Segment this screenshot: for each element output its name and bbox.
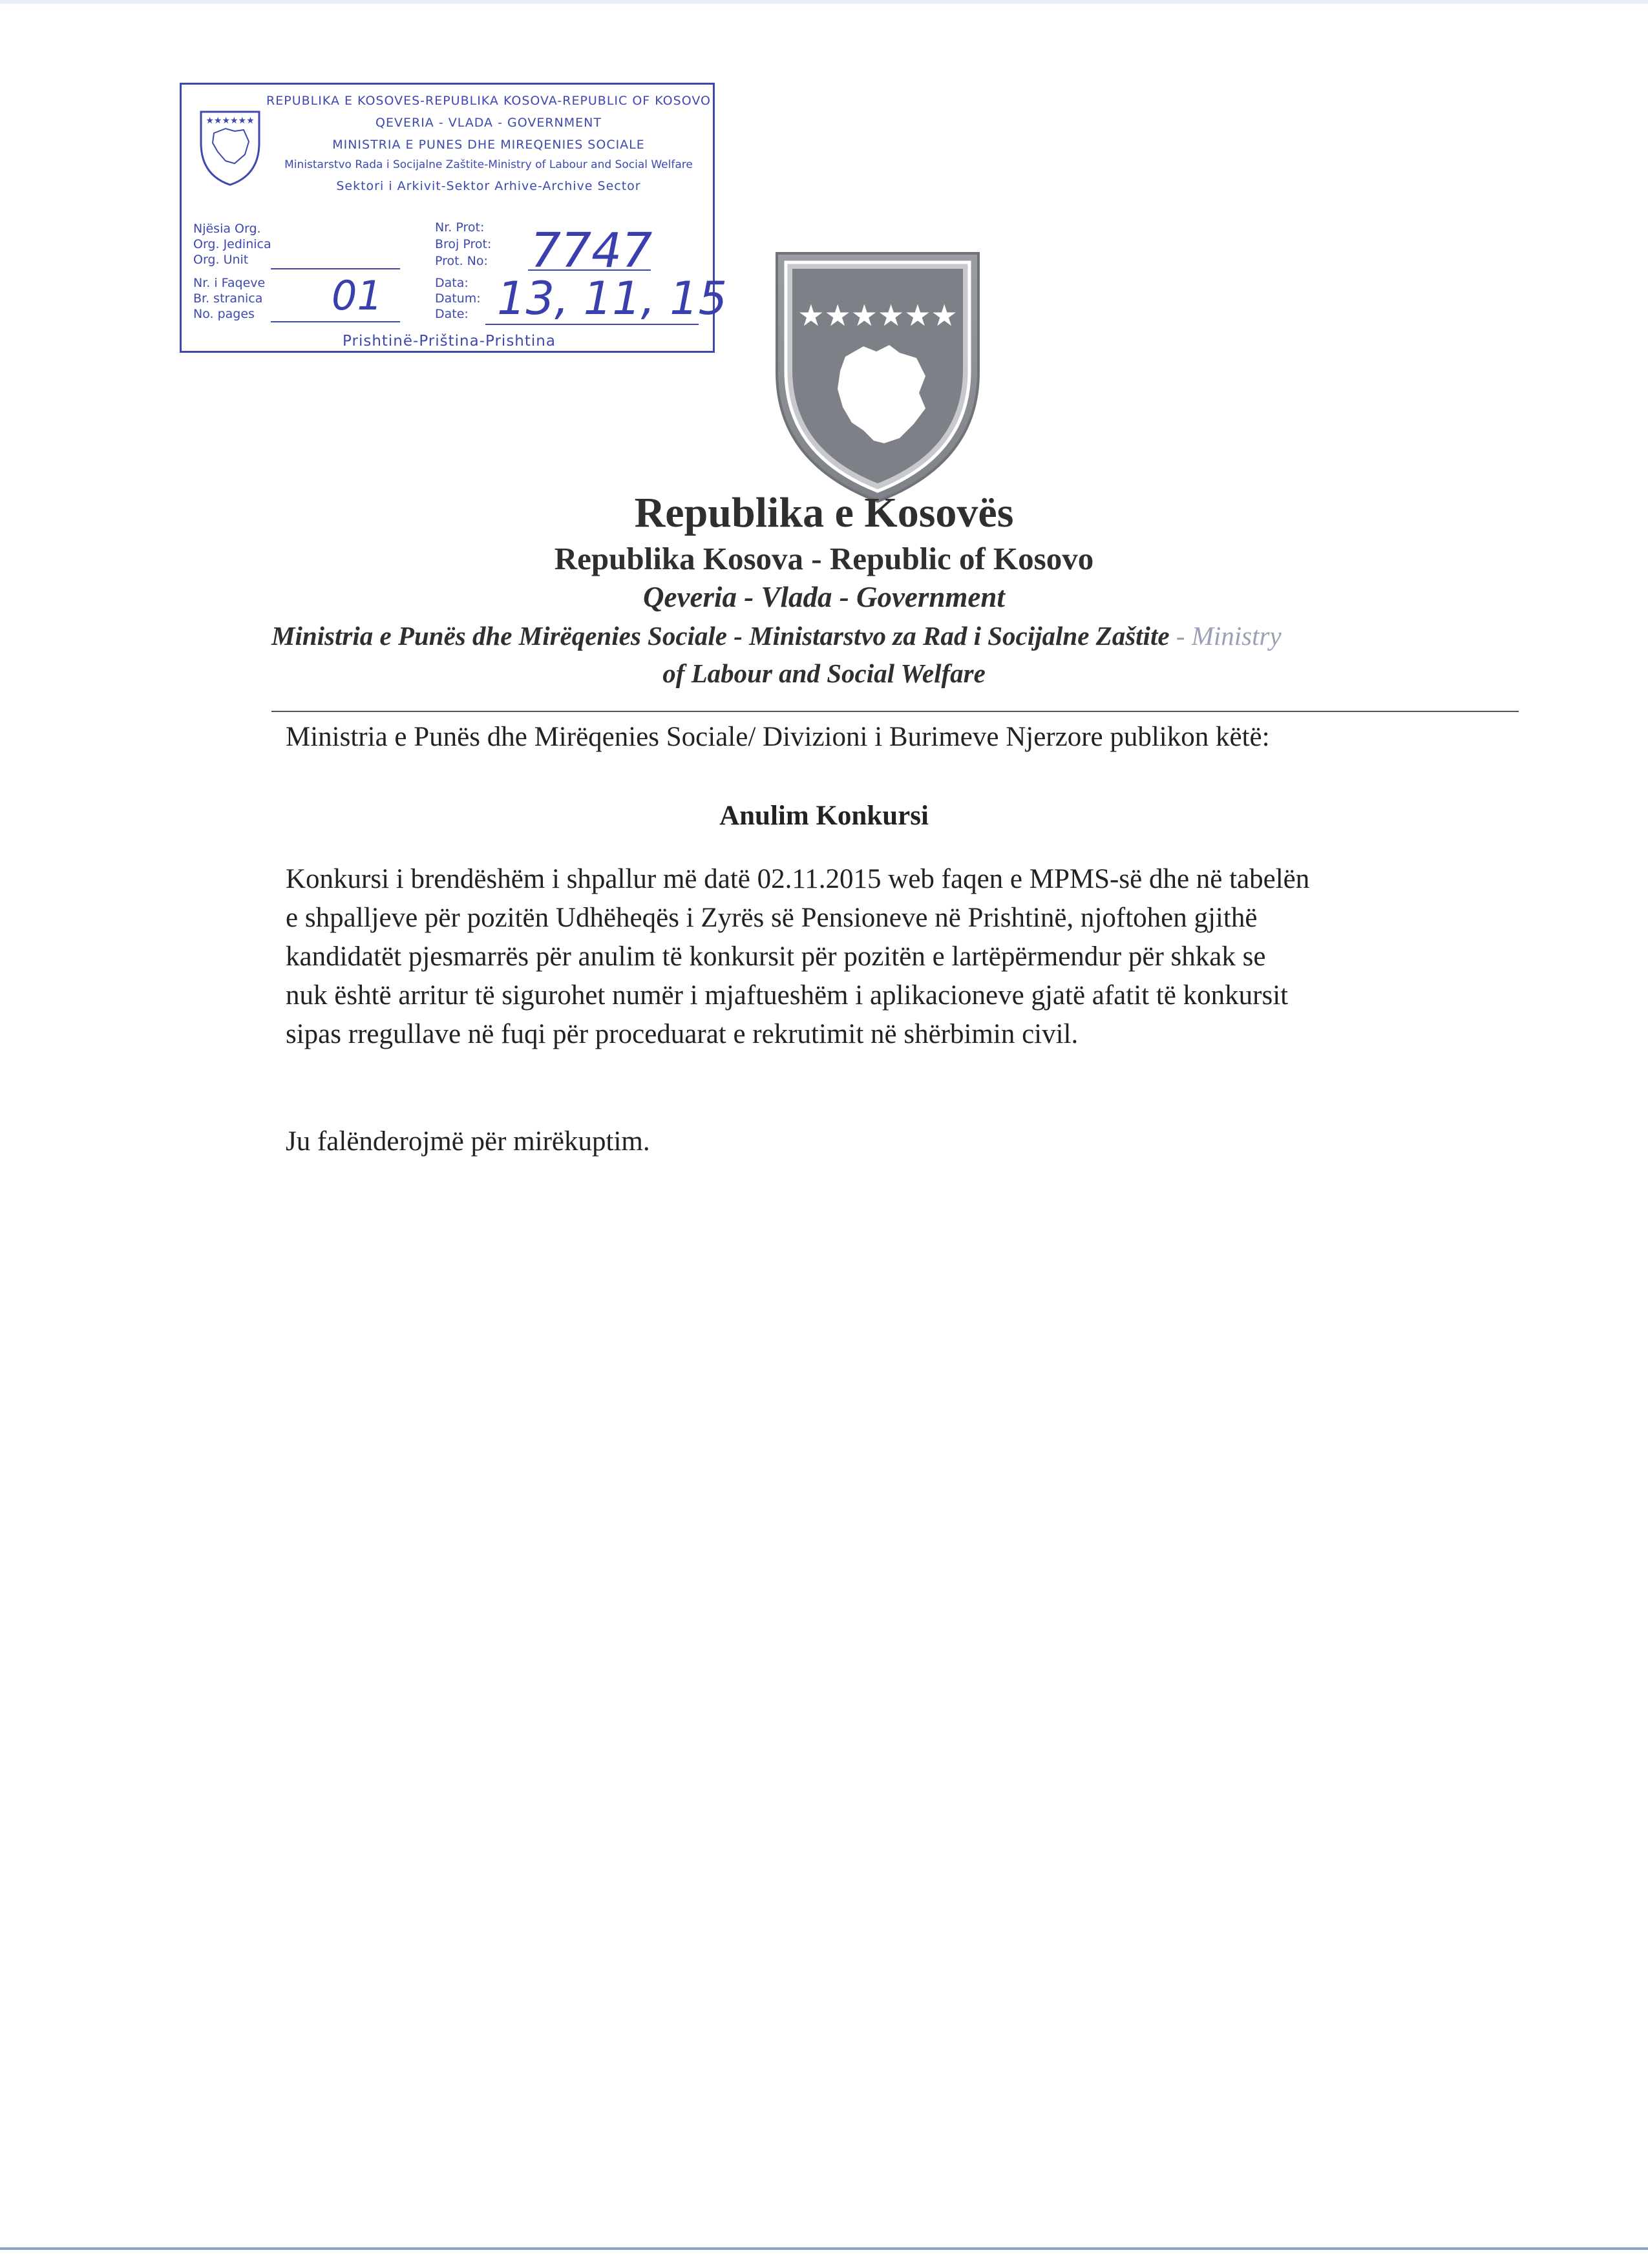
ministry-line-2: of Labour and Social Welfare [662,658,986,688]
page-edge [0,2247,1648,2250]
stamp-label: Prot. No: [435,254,488,268]
stamp-line: MINISTRIA E PUNES DHE MIREQENIES SOCIALE [332,138,645,152]
body-text-line: e shpalljeve për pozitën Udhëheqës i Zyrës së Pensioneve në Prishtinë, njoftohen gjithë [286,903,1258,933]
stamp-underline [528,269,651,271]
stamp-label: Datum: [435,291,481,306]
archive-stamp [180,83,728,353]
header-divider [271,711,1519,712]
stamp-label: Org. Unit [193,253,249,267]
document-title: Anulim Konkursi [719,801,929,831]
stamp-label: Date: [435,307,469,321]
stamp-underline [271,321,400,322]
body-text-line: Konkursi i brendëshëm i shpallur më datë 02.11.2015 web faqen e MPMS-së dhe në tabelën [286,864,1310,894]
stamp-line: REPUBLIKA E KOSOVES-REPUBLIKA KOSOVA-REPUBLIC OF KOSOVO [266,94,711,108]
stamp-underline [485,324,699,325]
coat-of-arms-icon [773,249,982,504]
stamp-label: Broj Prot: [435,237,492,251]
stamp-date-handwritten: 13, 11, 15 [497,272,728,325]
closing-text: Ju falënderojmë për mirëkuptim. [286,1126,650,1157]
body-text-line: kandidatët pjesmarrës për anulim të konkursit për pozitën e lartëpërmendur për shkak se [286,941,1266,972]
ministry-line [271,620,1512,651]
intro-text: Ministria e Punës dhe Mirëqenies Sociale/ Divizioni i Burimeve Njerzore publikon këtë: [286,722,1270,752]
country-subtitle: Republika Kosova - Republic of Kosovo [554,541,1094,576]
ministry-name: Ministria e Punës dhe Mirëqenies Sociale - Ministarstvo za Rad i Socijalne Zaštite [271,621,1170,651]
stamp-label: Nr. Prot: [435,220,485,235]
stamp-line: Sektori i Arkivit-Sektor Arhive-Archive Sector [336,179,641,193]
stamp-label: No. pages [193,307,255,321]
stamp-label: Njësia Org. [193,222,261,236]
ministry-name-tail: - Ministry [1169,621,1282,651]
stamp-emblem-icon [195,104,266,188]
country-title: Republika e Kosovës [634,489,1014,536]
body-text-line: sipas rregullave në fuqi për proceduarat e rekrutimit në shërbimin civil. [286,1019,1079,1049]
stamp-line: QEVERIA - VLADA - GOVERNMENT [375,116,602,130]
stamp-label: Nr. i Faqeve [193,276,266,290]
stamp-label: Data: [435,276,469,290]
svg-text:★★★★★★: ★★★★★★ [798,298,958,333]
stamp-underline [271,268,400,269]
stamp-pages-handwritten: 01 [332,272,383,319]
body-text-line: nuk është arritur të sigurohet numër i mjaftueshëm i aplikacioneve gjatë afatit të konkursit [286,980,1289,1011]
svg-text:★★★★★★: ★★★★★★ [206,116,255,126]
government-line: Qeveria - Vlada - Government [643,581,1005,613]
page-edge [0,0,1648,4]
stamp-protocol-handwritten: 7747 [531,223,653,278]
stamp-label: Br. stranica [193,291,263,306]
stamp-line: Ministarstvo Rada i Socijalne Zaštite-Ministry of Labour and Social Welfare [284,158,693,171]
stamp-footer: Prishtinë-Priština-Prishtina [343,333,556,350]
stamp-label: Org. Jedinica [193,237,271,251]
